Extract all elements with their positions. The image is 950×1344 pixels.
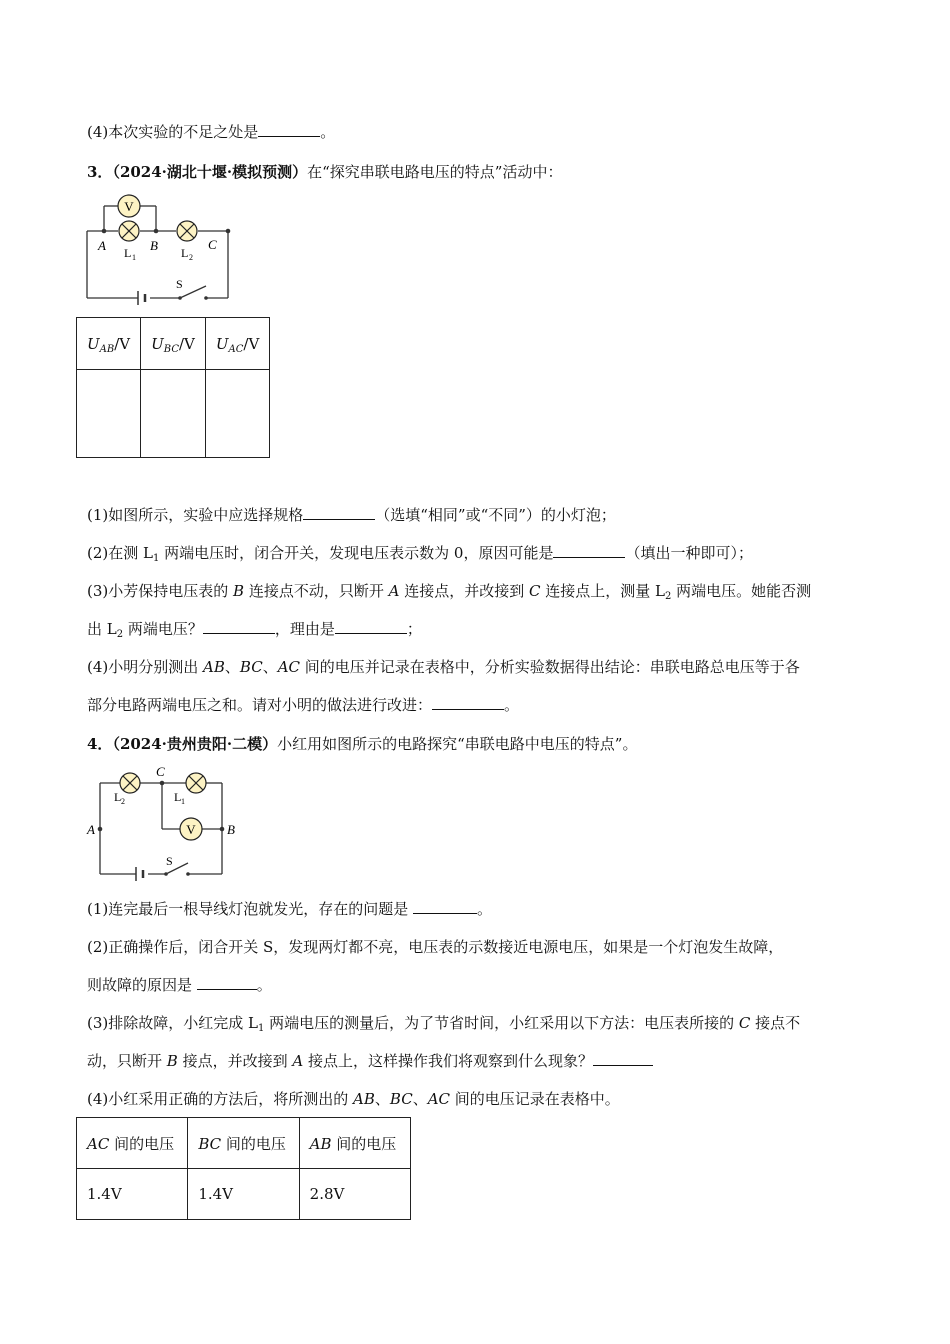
- label-c: C: [156, 764, 165, 779]
- label-s: S: [166, 854, 173, 868]
- question-stem: 在“探究串联电路电压的特点”活动中：: [307, 163, 563, 181]
- text: 两端电压？: [123, 620, 203, 638]
- text: 动，只断开: [87, 1052, 167, 1070]
- var: AB: [353, 1090, 375, 1108]
- text: (3)小芳保持电压表的: [87, 582, 234, 600]
- header-bc: BC 间的电压: [188, 1118, 299, 1169]
- label-l1: L: [174, 790, 182, 804]
- text: 部分电路两端电压之和。请对小明的做法进行改进：: [87, 696, 433, 714]
- label-a: A: [98, 238, 106, 253]
- node-a: [102, 229, 107, 234]
- cell-bc: 1.4V: [188, 1169, 299, 1220]
- q4-part2: [87, 937, 783, 957]
- cell-uac[interactable]: [205, 370, 269, 458]
- answer-blank[interactable]: [335, 619, 407, 634]
- text: 间的电压并记录在表格中，分析实验数据得出结论：串联电路总电压等于各: [300, 658, 800, 676]
- text: 、: [374, 1090, 390, 1108]
- answer-blank[interactable]: [303, 505, 375, 520]
- text: (3)排除故障，小红完成 L: [87, 1014, 258, 1032]
- text: 间的电压记录在表格中。: [450, 1090, 620, 1108]
- answer-blank[interactable]: [258, 122, 320, 137]
- header-ac: AC 间的电压: [77, 1118, 188, 1169]
- subscript: 1: [257, 1023, 265, 1034]
- q4-heading: [87, 734, 637, 754]
- voltage-table-q3: [76, 317, 270, 458]
- node-c: [160, 781, 165, 786]
- var: AC: [277, 658, 301, 676]
- header-uac: $U_{AC}/V$: [205, 318, 269, 370]
- text: 连接点上，测量 L: [540, 582, 665, 600]
- text: 、: [224, 658, 240, 676]
- var: C: [738, 1014, 751, 1032]
- text: 。: [504, 696, 520, 714]
- cell-ab: 2.8V: [299, 1169, 410, 1220]
- subscript: 1: [152, 553, 160, 564]
- cell-ubc[interactable]: [141, 370, 206, 458]
- voltage-table-q4: [76, 1117, 411, 1220]
- header-uab: $U_{AB}/V$: [77, 318, 141, 370]
- var: AC: [427, 1090, 451, 1108]
- text: (4)小红采用正确的方法后，将所测出的: [87, 1090, 354, 1108]
- q3-part1: [87, 505, 616, 525]
- node-a: [98, 827, 103, 832]
- subscript: 2: [664, 591, 672, 602]
- q2-part4: [87, 122, 335, 142]
- q3-part4-cont: [87, 695, 519, 715]
- text: (4)小明分别测出: [87, 658, 204, 676]
- label-l2: L: [114, 790, 122, 804]
- cell-ac: 1.4V: [77, 1169, 188, 1220]
- var: B: [233, 582, 245, 600]
- q3-part3: [87, 581, 811, 601]
- lamp-l2-icon: [177, 221, 197, 241]
- text: 连接点，并改接到: [399, 582, 529, 600]
- lamp-l2-icon: [120, 773, 140, 793]
- q3-heading: [87, 162, 562, 182]
- var: B: [166, 1052, 178, 1070]
- voltmeter-label: V: [124, 199, 134, 214]
- label-l1-sub: 1: [132, 253, 136, 262]
- text: 、: [262, 658, 278, 676]
- text: 两端电压的测量后，为了节省时间，小红采用以下方法：电压表所接的: [264, 1014, 739, 1032]
- text: (2)在测 L: [87, 544, 153, 562]
- voltmeter-label: V: [186, 822, 196, 837]
- q4-part3: [87, 1013, 800, 1033]
- node-b: [154, 229, 159, 234]
- text: (1)连完最后一根导线灯泡就发光，存在的问题是: [87, 900, 414, 918]
- text: 接点，并改接到: [177, 1052, 293, 1070]
- question-number: 3．: [87, 163, 113, 181]
- label-l1-sub: 1: [181, 797, 185, 806]
- answer-blank[interactable]: [593, 1051, 653, 1066]
- header-ubc: $U_{BC}/V$: [141, 318, 206, 370]
- q4-part3-cont: [87, 1051, 653, 1071]
- answer-blank[interactable]: [203, 619, 275, 634]
- text: 接点不: [750, 1014, 801, 1032]
- text: 、: [412, 1090, 428, 1108]
- var: C: [529, 582, 541, 600]
- punct: 。: [320, 123, 336, 141]
- text: 出 L: [87, 620, 117, 638]
- var: A: [292, 1052, 304, 1070]
- text: ；: [406, 620, 422, 638]
- q3-part4: [87, 657, 800, 677]
- subscript: 2: [116, 629, 124, 640]
- text: ，理由是: [274, 620, 335, 638]
- cell-uab[interactable]: [77, 370, 141, 458]
- text: （填出一种即可）；: [625, 544, 753, 562]
- var: AB: [203, 658, 225, 676]
- header-ab: AB 间的电压: [299, 1118, 410, 1169]
- question-number: 4．: [87, 735, 113, 753]
- q4-part4: [87, 1089, 620, 1109]
- lamp-l1-icon: [119, 221, 139, 241]
- q2-part4-text: (4)本次实验的不足之处是: [87, 123, 259, 141]
- label-l2-sub: 2: [121, 797, 125, 806]
- label-l2: L: [181, 246, 189, 260]
- label-s: S: [176, 277, 183, 291]
- text: 连接点不动，只断开: [244, 582, 389, 600]
- label-b: B: [150, 238, 158, 253]
- label-l1: L: [124, 246, 132, 260]
- label-a: A: [87, 822, 95, 837]
- answer-blank[interactable]: [197, 975, 257, 990]
- answer-blank[interactable]: [413, 899, 477, 914]
- answer-blank[interactable]: [432, 695, 504, 710]
- text: (2)正确操作后，闭合开关 S，发现两灯都不亮，电压表的示数接近电源电压，如果是一个灯泡发生故障，: [87, 938, 784, 956]
- text: 两端电压。她能否测: [671, 582, 812, 600]
- text: 两端电压时，闭合开关，发现电压表示数为 0，原因可能是: [159, 544, 554, 562]
- answer-blank[interactable]: [553, 543, 625, 558]
- label-l2-sub: 2: [189, 253, 193, 262]
- node-b: [220, 827, 225, 832]
- question-source: （2024·湖北十堰·模拟预测）: [112, 163, 308, 181]
- question-source: （2024·贵州贵阳·二模）: [112, 735, 278, 753]
- var: A: [388, 582, 400, 600]
- label-b: B: [227, 822, 235, 837]
- q4-part2-cont: [87, 975, 272, 995]
- text: （选填“相同”或“不同”）的小灯泡；: [375, 506, 616, 524]
- label-c: C: [208, 237, 217, 252]
- text: (1)如图所示，实验中应选择规格: [87, 506, 304, 524]
- text: 则故障的原因是: [87, 976, 197, 994]
- text: 。: [477, 900, 493, 918]
- q4-part1: [87, 899, 492, 919]
- q3-part2: [87, 543, 753, 563]
- var: BC: [389, 1090, 413, 1108]
- text: 接点上，这样操作我们将观察到什么现象？: [303, 1052, 593, 1070]
- text: 。: [256, 976, 272, 994]
- node-c: [226, 229, 231, 234]
- question-stem: 小红用如图所示的电路探究“串联电路中电压的特点”。: [277, 735, 638, 753]
- circuit-diagram-q3: [80, 190, 240, 310]
- circuit-diagram-q4: [84, 763, 244, 883]
- lamp-l1-icon: [186, 773, 206, 793]
- var: BC: [239, 658, 263, 676]
- q3-part3-cont: [87, 619, 422, 639]
